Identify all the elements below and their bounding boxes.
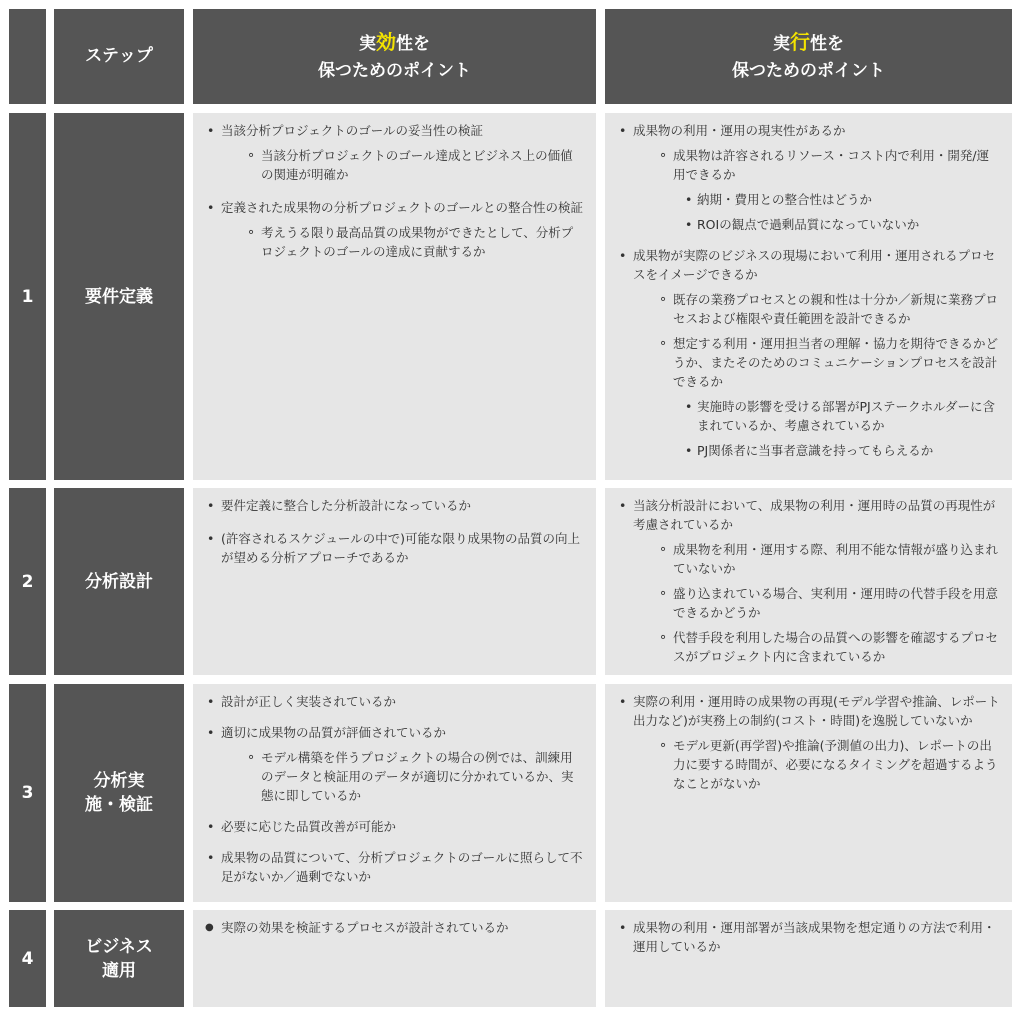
row-number: 1 [9,113,46,480]
effectiveness-cell [193,910,596,1007]
list-item: • 成果物の利用・運用部署が当該成果物を想定通りの方法で利用・運用しているか [617,918,1000,956]
step-name: 要件定義 [54,113,184,480]
list-item: ∘ モデル構築を伴うプロジェクトの場合の例では、訓練用のデータと検証用のデータが適切に分かれているか、実態に即しているか [247,748,584,805]
list-item: • ROIの観点で過剰品質になっていないか [685,215,1000,234]
list-item: ∘ 想定する利用・運用担当者の理解・協力を期待できるかどうか、またそのためのコミュニケーションプロセスを設計できるか [659,334,1000,391]
feasibility-cell [605,684,1012,902]
list-item: ∘ モデル更新(再学習)や推論(予測値の出力)、レポートの出力に要する時間が、必要になるタイミングを超過するようなことがないか [659,736,1000,793]
highlight-char: 行 [790,29,810,54]
list-item: • 要件定義に整合した分析設計になっているか [205,496,584,515]
list-item: • 設計が正しく実装されているか [205,692,584,711]
list-item: ● 実際の効果を検証するプロセスが設計されているか [205,918,584,937]
feasibility-cell [605,910,1012,1007]
feasibility-cell [605,488,1012,675]
list-item: • 適切に成果物の品質が評価されているか ∘ モデル構築を伴うプロジェクトの場合の例では、訓練用のデータと検証用のデータが適切に分かれているか、実態に即しているか [205,723,584,805]
step-name: 分析実施・検証 [54,684,184,902]
header-step-label: ステップ [85,46,153,66]
header-effectiveness: 実効性を 保つためのポイント [193,9,596,104]
list-item: • 納期・費用との整合性はどうか [685,190,1000,209]
list-item: ∘ 成果物は許容されるリソース・コスト内で利用・開発/運用できるか [659,146,1000,184]
effectiveness-cell [193,113,596,480]
list-item: • 成果物が実際のビジネスの現場において利用・運用されるプロセスをイメージできるか ∘ 既存の業務プロセスとの親和性は十分か／新規に業務プロセスおよび権限や責任範囲を設計できるか ∘ 想定する利用・運用担当者の理解・協力を期待できるかどうか、またそのためのコミュニケーションプロセスを設計できるか • 実施時の影響を受ける部署がPJステークホルダーに含まれているか、考慮されているか • PJ関係者に当事者意識を持ってもらえるか [617,246,1000,460]
header-feasibility: 実行性を 保つためのポイント [605,9,1012,104]
feasibility-cell [605,113,1012,480]
header-step [54,9,184,104]
list-item: • 当該分析プロジェクトのゴールの妥当性の検証 ∘ 当該分析プロジェクトのゴール達成とビジネス上の価値の関連が明確か [205,121,584,184]
list-item: • 成果物の品質について、分析プロジェクトのゴールに照らして不足がないか／過剰でないか [205,848,584,886]
row-number: 4 [9,910,46,1007]
list-item: ∘ 成果物を利用・運用する際、利用不能な情報が盛り込まれていないか [659,540,1000,578]
row-number: 3 [9,684,46,902]
header-num-cell [9,9,46,104]
list-item: • (許容されるスケジュールの中で)可能な限り成果物の品質の向上が望める分析アプローチであるか [205,529,584,567]
step-name: 分析設計 [54,488,184,675]
list-item: • 実際の利用・運用時の成果物の再現(モデル学習や推論、レポート出力など)が実務上の制約(コスト・時間)を逸脱していないか ∘ モデル更新(再学習)や推論(予測値の出力)、レポートの出力に要する時間が、必要になるタイミングを超過するようなことがないか [617,692,1000,793]
list-item: • 成果物の利用・運用の現実性があるか ∘ 成果物は許容されるリソース・コスト内で利用・開発/運用できるか • 納期・費用との整合性はどうか • ROIの観点で過剰品質になっていないか [617,121,1000,234]
list-item: ∘ 既存の業務プロセスとの親和性は十分か／新規に業務プロセスおよび権限や責任範囲を設計できるか [659,290,1000,328]
effectiveness-cell [193,684,596,902]
list-item: • 必要に応じた品質改善が可能か [205,817,584,836]
list-item: • PJ関係者に当事者意識を持ってもらえるか [685,441,1000,460]
effectiveness-cell [193,488,596,675]
list-item: ∘ 盛り込まれている場合、実利用・運用時の代替手段を用意できるかどうか [659,584,1000,622]
list-item: ∘ 当該分析プロジェクトのゴール達成とビジネス上の価値の関連が明確か [247,146,584,184]
highlight-char: 効 [376,29,396,54]
list-item: ∘ 代替手段を利用した場合の品質への影響を確認するプロセスがプロジェクト内に含まれているか [659,628,1000,666]
list-item: • 実施時の影響を受ける部署がPJステークホルダーに含まれているか、考慮されているか [685,397,1000,435]
row-number: 2 [9,488,46,675]
list-item: • 定義された成果物の分析プロジェクトのゴールとの整合性の検証 ∘ 考えうる限り最高品質の成果物ができたとして、分析プロジェクトのゴールの達成に貢献するか [205,198,584,261]
list-item: • 当該分析設計において、成果物の利用・運用時の品質の再現性が考慮されているか ∘ 成果物を利用・運用する際、利用不能な情報が盛り込まれていないか ∘ 盛り込まれている場合、実利用・運用時の代替手段を用意できるかどうか ∘ 代替手段を利用した場合の品質への影響を確認するプロセスがプロジェクト内に含まれているか [617,496,1000,666]
step-name: ビジネス適用 [54,910,184,1007]
list-item: ∘ 考えうる限り最高品質の成果物ができたとして、分析プロジェクトのゴールの達成に貢献するか [247,223,584,261]
